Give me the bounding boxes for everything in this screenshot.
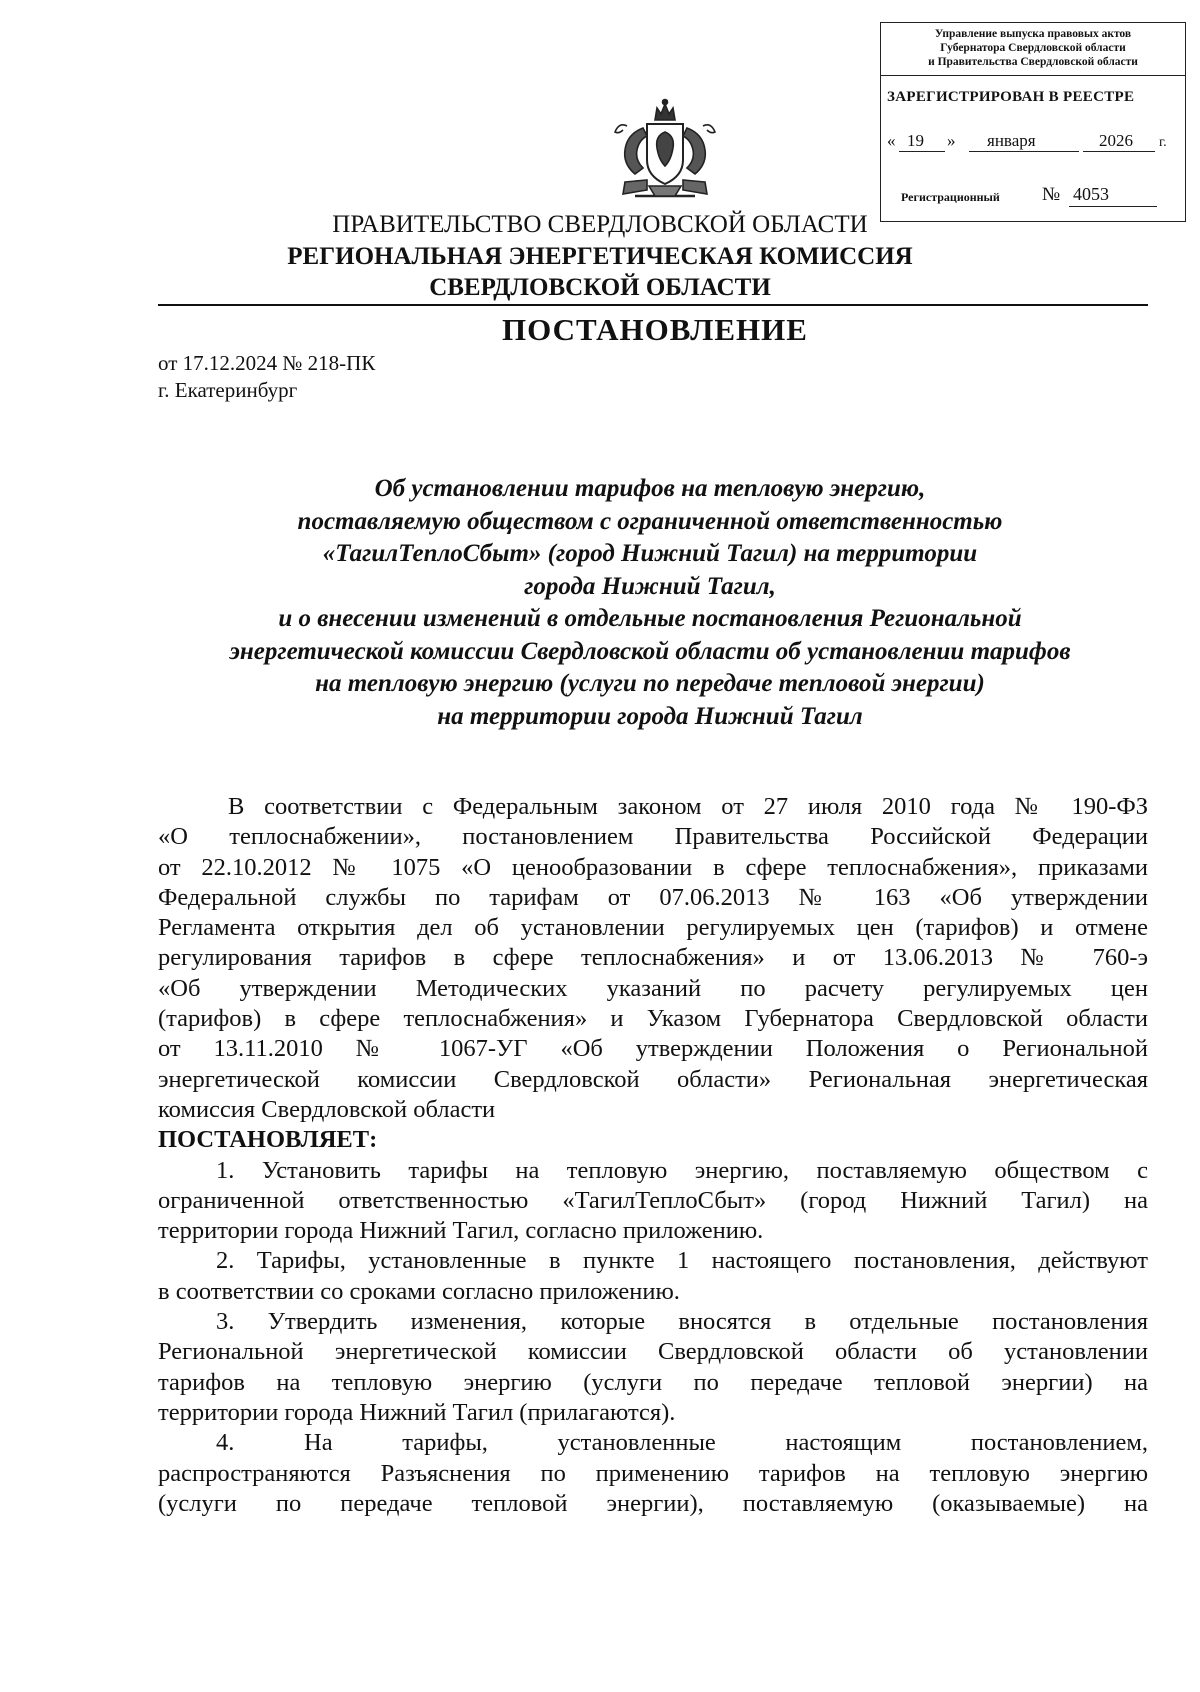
stamp-header-line: Губернатора Свердловской области <box>940 42 1126 54</box>
body-line: 2. Тарифы, установленные в пункте 1 настоящего постановления, действуют <box>216 1247 1148 1275</box>
document-type-title: ПОСТАНОВЛЕНИЕ <box>502 312 808 347</box>
body-line: от 22.10.2012 № 1075 «О ценообразовании в сфере теплоснабжения», приказами <box>158 853 1148 881</box>
decree-word: ПОСТАНОВЛЯЕТ: <box>158 1126 378 1154</box>
subject-line: и о внесении изменений в отдельные постановления Региональной <box>278 605 1022 632</box>
item-3 <box>158 1307 1148 1428</box>
document-city: г. Екатеринбург <box>158 378 298 402</box>
body-line: Региональной энергетической комиссии Свердловской области об установлении <box>158 1338 1148 1366</box>
body-line: «О теплоснабжении», постановлением Правительства Российской Федерации <box>158 823 1148 851</box>
stamp-day: 19 <box>907 131 924 150</box>
stamp-year-suffix: г. <box>1159 135 1167 150</box>
body-line: энергетической комиссии Свердловской области» Региональная энергетическая <box>158 1065 1148 1093</box>
stamp-underline <box>1069 206 1157 207</box>
commission-name-line2: СВЕРДЛОВСКОЙ ОБЛАСТИ <box>429 274 771 301</box>
stamp-month: января <box>987 131 1036 150</box>
preamble-paragraph <box>158 792 1148 1125</box>
stamp-header-line: и Правительства Свердловской области <box>928 56 1138 68</box>
body-line: В соответствии с Федеральным законом от 27 июля 2010 года № 190-ФЗ <box>228 793 1148 820</box>
stamp-underline <box>899 151 945 152</box>
subject-line: на тепловую энергию (услуги по передаче тепловой энергии) <box>315 670 985 697</box>
document-subject <box>130 473 1170 733</box>
item-1 <box>158 1156 1148 1247</box>
stamp-open-quote: « <box>887 131 896 150</box>
body-line: территории города Нижний Тагил (прилагаются). <box>158 1398 676 1426</box>
body-line: от 13.11.2010 № 1067-УГ «Об утверждении Положения о Региональной <box>158 1035 1148 1063</box>
subject-line: энергетической комиссии Свердловской области об установлении тарифов <box>229 637 1071 665</box>
stamp-year: 2026 <box>1099 131 1133 150</box>
body-line: 3. Утвердить изменения, которые вносятся в отдельные постановления <box>216 1308 1148 1336</box>
item-2 <box>158 1246 1148 1307</box>
stamp-date <box>887 129 1181 155</box>
stamp-header <box>881 23 1185 76</box>
subject-line: на территории города Нижний Тагил <box>437 702 863 730</box>
stamp-reg-label: Регистрационный <box>901 190 1000 204</box>
subject-line: поставляемую обществом с ограниченной ответственностью <box>297 507 1003 535</box>
body-line: (тарифов) в сфере теплоснабжения» и Указом Губернатора Свердловской области <box>158 1005 1148 1033</box>
commission-name-line1: РЕГИОНАЛЬНАЯ ЭНЕРГЕТИЧЕСКАЯ КОМИССИЯ <box>287 243 913 270</box>
stamp-underline <box>1083 151 1155 152</box>
subject-line: города Нижний Тагил, <box>524 572 776 600</box>
stamp-header-line: Управление выпуска правовых актов <box>934 28 1132 40</box>
body-line: регулирования тарифов в сфере теплоснабжения» и от 13.06.2013 № 760-э <box>158 944 1148 972</box>
body-line: тарифов на тепловую энергию (услуги по передаче тепловой энергии) на <box>158 1368 1148 1396</box>
body-line: распространяются Разъяснения по применению тарифов на тепловую энергию <box>158 1459 1148 1487</box>
subject-line: Об установлении тарифов на тепловую энергию, <box>374 475 926 502</box>
stamp-registered-label: ЗАРЕГИСТРИРОВАН В РЕЕСТРЕ <box>887 89 1135 105</box>
stamp-underline <box>969 151 1079 152</box>
stamp-close-quote: » <box>947 131 956 150</box>
item-4 <box>158 1428 1148 1519</box>
body-line: комиссия Свердловской области <box>158 1095 496 1123</box>
header-rule <box>158 304 1148 306</box>
government-name: ПРАВИТЕЛЬСТВО СВЕРДЛОВСКОЙ ОБЛАСТИ <box>332 211 868 238</box>
body-line: в соответствии со сроками согласно приложению. <box>158 1277 680 1305</box>
coat-of-arms-emblem <box>595 98 735 204</box>
body-line: (услуги по передаче тепловой энергии), поставляемую (оказываемые) на <box>158 1489 1148 1517</box>
body-line: 1. Установить тарифы на тепловую энергию, поставляемую обществом с <box>216 1156 1148 1184</box>
body-line: 4. На тарифы, установленные настоящим постановлением, <box>216 1429 1148 1457</box>
document-body <box>158 792 1148 1519</box>
document-date-number: от 17.12.2024 № 218-ПК <box>158 351 376 375</box>
stamp-number-value: 4053 <box>1073 184 1109 204</box>
body-line: Федеральной службы по тарифам от 07.06.2013 № 163 «Об утверждении <box>158 883 1148 911</box>
registration-stamp <box>880 22 1186 222</box>
stamp-number-sign: № <box>1042 184 1061 205</box>
body-line: ограниченной ответственностью «ТагилТеплоСбыт» (город Нижний Тагил) на <box>158 1186 1148 1214</box>
body-line: территории города Нижний Тагил, согласно приложению. <box>158 1217 764 1245</box>
subject-line: «ТагилТеплоСбыт» (город Нижний Тагил) на территории <box>322 540 978 567</box>
body-line: Регламента открытия дел об установлении регулируемых цен (тарифов) и отмене <box>158 914 1148 942</box>
body-line: «Об утверждении Методических указаний по расчету регулируемых цен <box>158 974 1148 1002</box>
stamp-registration-number <box>901 182 1171 208</box>
